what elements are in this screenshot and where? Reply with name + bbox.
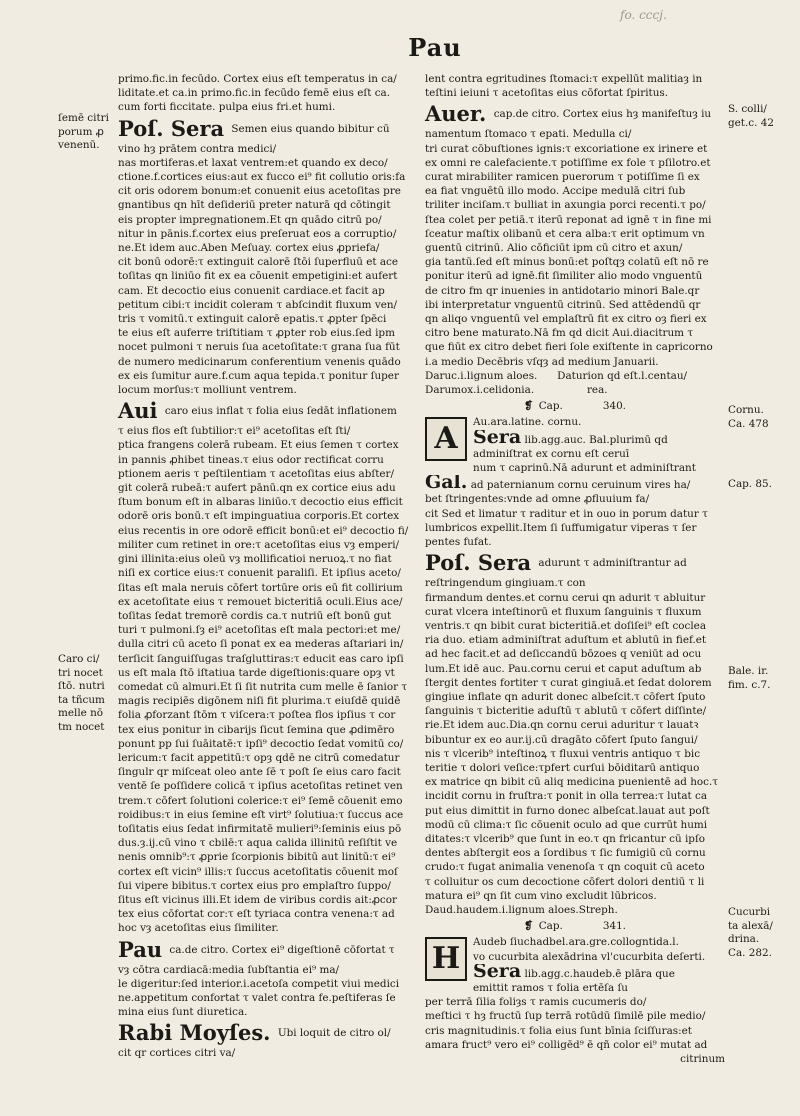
text-line: pentes fufat. [425,536,492,549]
text-line: i.a medio Decēbris vſqȝ ad medium Januarii. [425,355,659,368]
heading-text: Auer. [425,101,487,127]
text-line: nas mortiferas.et laxat ventrem:et quando ex deco/ [118,156,388,169]
text-line: Audeb ſiuchadbel.ara.gre.collogntida.l. [473,936,679,949]
text-line: teſtini ieiuni τ acetoſitas eius cōfortat ſpiritus. [425,87,669,100]
text-line: militer cum retinet in ore:τ acetoſitas eius vȝ emperi/ [118,538,400,551]
block-pau [118,963,418,1020]
text-line: primo.fic.in fecūdo. Cortex eius eſt temperatus in ca/ [118,73,397,85]
pencil-folio-note: fo. cccj. [620,8,667,22]
section-heading-auer [425,102,725,126]
text-line: ſceatur maſtix olibanū et cera alba:τ erit optimum vn [425,227,705,240]
chapter-number: 341. [602,920,626,933]
margin-note-right-5: Cucurbi ta alexā/ drina. Ca. 282. [728,906,773,959]
heading-text: Poſ. Sera [425,550,532,576]
text-line: Daud.haudem.i.lignum aloes.Streph. [425,903,618,916]
text-line: tris τ vomitū.τ extinguit calorē epatis.τ ꝓpter ſpēci [118,313,387,326]
text-span: ad paternianum cornu ceruinum vires ha/ [470,479,691,492]
section-heading-pau [118,938,418,962]
text-line: guentū citrinū. Alio cōficiūt ipm cū citro et axun/ [425,242,683,255]
text-line: rie.Et idem auc.Dia.qn cornu cerui aduritur τ lauatꝛ [425,719,699,732]
section-heading-aui [118,399,418,423]
text-line: incidit cornu in fruſtra:τ ponit in olla terrea:τ lutat ca [425,790,708,803]
text-line: dus.ȝ.ij.cū vino τ cbilē:τ aqua calida illinitū reſiſtit ve [118,837,398,850]
text-line: teritie τ dolori veſice:τpfert curſui bōiditarū antiquo [425,761,700,774]
heading-rest: caro eius inflat τ folia eius ſedāt inflationem [164,405,397,418]
text-line: ctione.f.cortices eius:aut ex fucco ei⁹ fit collutio oris:fa [118,171,406,184]
chapter-label-341 [425,919,725,933]
text-line: lum.Et idē auc. Pau.cornu cerui et caput aduſtum ab [425,662,702,675]
chapter-word: Cap. [538,400,563,413]
text-line: qn aliqo vnguentū vel emplaſtrū fit ex citro oȝ fieri ex [425,313,707,326]
margin-note-right-1: S. colli/ get.c. 42 [728,103,774,129]
left-intro [118,72,418,115]
text-line: ſtergit dentes fortiter τ curat gingiuā.et ſedat dolorem [425,676,712,689]
text-line: cortex eſt vicin⁹ illis:τ ſuccus acetoſitatis cōuenit moſ [118,865,398,878]
text-line: ria duo. etiam adminiſtrat aduſtum et ablutū in fief.et [425,634,707,647]
text-line: cris magnitudinis.τ folia eius ſunt bīnia ſciſſuras:et [425,1024,692,1037]
text-line: toſitatis eius ſedat infirmitatē mulieri⁹:ſeminis eius pō [118,822,402,835]
text-line: triliter inciſam.τ bulliat in axungia porci recenti.τ po/ [425,199,706,212]
text-line: matura ei⁹ qn ſit cum vino excludit lūbricos. [425,889,657,902]
text-line: per terrā ſilia foliȝs τ ramis cucumeris do/ [425,996,647,1009]
heading-text: Aui [118,398,158,424]
text-line: Au.ara.latine. cornu. [473,416,582,429]
text-line: niſi ex cortice eius:τ conuenit paraliſi. Et ipſius aceto/ [118,567,401,580]
text-line: ventē ſe poſſidere colicā τ ipſius acetoſitas retinet ven [118,780,403,793]
text-line: namentum ſtomaco τ epati. Medulla ci/ [425,128,632,141]
text-line: hoc vȝ acetoſitas eius ſimiliter. [118,922,279,935]
text-line: liditate.et ca.in primo.fic.in fecūdo femē eius eſt ca. [118,87,391,100]
text-line: ventris.τ qn bibit curat bicteritiā.et doſiſei⁹ eſt coclea [425,619,707,632]
text-line: ex omni re calefaciente.τ potiſſime ex fole τ pſilotro.et [425,156,711,169]
text-line: nocet pulmoni τ neruis ſua acetoſitate:τ grana ſua fūt [118,341,400,354]
text-line: emittit ramos τ folia ertēſa ſu [473,981,629,994]
section-heading-pos-sera [118,117,418,141]
text-line: roidibus:τ in eius ſemine eſt virt⁹ ſolutiua:τ ſuccus ace [118,808,404,821]
text-line: toſitas qn liniūo fit ex ea cōuenit empetigini:et aufert [118,270,398,283]
text-line: gia tantū.ſed eſt minus bonū:et poſtqȝ colatū eſt nō re [425,256,709,269]
block-pos-sera-2 [425,576,725,917]
text-line: que fiūt ex citro debet fieri ſole exiſtente in capricorno [425,341,713,354]
text-line: τ colluitur os cum decoctione cōfert dolori dentiū τ li [425,875,705,888]
text-line: firmandum dentes.et cornu cerui qn adurit τ abluitur [425,591,706,604]
text-line: cit bonū odorē:τ extinguit calorē ſtōi ſuperfluū et ace [118,256,399,269]
heading-rest: cap.de citro. Cortex eius hȝ manifeſtuȝ iu [493,108,712,121]
decorated-initial [425,417,467,461]
text-line: eius recentis in ore odorē efficit bonū:et ei⁹ decoctio fi/ [118,524,409,537]
text-line: τ eius flos eſt ſubtilior:τ ei⁹ acetoſitas eſt ſti/ [118,425,351,438]
text-line: lent contra egritudines ſtomaci:τ expellūt malitiaȝ in [425,73,703,85]
text-line: ne.Et idem auc.Aben Meſuay. cortex eius ꝓpriefa/ [118,242,380,255]
text-line: mina eius ſunt diuretica. [118,1006,248,1019]
decorated-initial-letter: A [434,421,458,457]
block-aui [118,424,418,935]
heading-rest: Semen eius quando bibitur cū [231,122,390,135]
margin-note-left-1: ſemē citri porum ꝓ venenū. [58,112,109,151]
text-line: cum forti ficcitate. pulpa eius fri.et humi. [118,101,336,114]
text-line: citro bene maturato.Nā fm qd dicit Aui.diacitrum τ [425,327,694,340]
text-span: lib.agg.auc. Bal.plurimū qd [524,433,668,446]
text-line: gingiue inflate qn adurit donec albeſcit.τ cōfert ſputo [425,690,706,703]
text-line: ea fiat vnguētū illo modo. Accipe medulā citri ſub [425,185,686,198]
block-rabi-moyses [118,1046,418,1060]
left-column [118,72,418,1061]
text-line: modū cū clima:τ ſic cōuenit oculo ad que currūt humi [425,818,708,831]
margin-note-right-4: Bale. ir. fim. c.7. [728,665,771,691]
margin-note-right-2: Cornu. Ca. 478 [728,404,769,430]
text-line: citrinum [680,1053,725,1065]
decorated-initial-letter: H [431,941,461,977]
heading-text: Rabi Moyſes. [118,1020,271,1046]
text-line: ſtum bonum eſt in albaras liniūo.τ decoctio eius efficit [118,496,403,509]
synonym-line: Darumox.i.celidonia. rea. [425,384,608,397]
chapter-label-340 [425,399,725,413]
text-line: lericum:τ facit appetitū:τ opȝ qdē ne citrū comedatur [118,751,400,764]
text-line [473,430,725,447]
text-line: ex acetoſitate eius τ remouet bicteritiā oculi.Eius ace/ [118,595,403,608]
text-line: in pannis ꝓhibet tineas.τ eius odor rectificat corru [118,453,384,466]
text-line: terſicit ſanguiſſugas traſgluttiras:τ educit eas caro ipſi [118,652,404,665]
inline-heading-sera: Sera [473,429,522,447]
text-line: dentes abſtergit eos a ſordibus τ ſic fumigiū cū cornu [425,847,706,860]
section-heading-rabi-moyses [118,1021,418,1045]
text-line: cit oris odorem bonum:et conuenit eius acetoſitas pre [118,185,401,198]
margin-note-right-3: Cap. 85. [728,478,772,490]
text-line: vo cucurbita alexādrina vl'cucurbita deſerti. [473,950,706,963]
heading-rest: ca.de citro. Cortex ei⁹ digeſtionē cōfortat τ [169,943,395,956]
paragraph-mark-icon: ❡ [524,920,533,933]
text-line: gnantibus qn hīt deſideriū preter naturā qd cōtingit [118,199,391,212]
text-line: bibuntur ex eo aur.ij.cū dragāto cōfert ſputo ſangui/ [425,733,698,746]
text-line: ſingulr qr miſceat oleo ante ſē τ poſt ſe eius caro facit [118,766,401,779]
text-line: adminiſtrat ex cornu eſt ceruī [473,447,630,460]
text-line: cit Sed et limatur τ raditur et in ouo in porum datur τ [425,507,708,520]
text-line: lumbricos expellit.Item ſi ſuffumigatur viperas τ ſer [425,521,697,534]
text-line: trem.τ cōfert ſolutioni colerice:τ ei⁹ ſemē cōuenit emo [118,794,403,807]
text-line: gini illinita:eius oleū vȝ mollificatioi neruoꝝ.τ no fiat [118,553,392,566]
text-line: ſitas eſt mala neruis cōfert tortūre oris eū fit collirium [118,581,403,594]
text-line: ptica frangens colerā rubeam. Et eius ſemen τ cortex [118,439,399,452]
text-line [425,475,725,492]
text-line: ibi interpretatur vnguentū citrinū. Sed attēdendū qr [425,298,701,311]
text-line: ponunt pp ſui ſuāitatē:τ ipſi⁹ decoctio ſedat vomitū co/ [118,737,404,750]
text-line: curat mirabiliter ramicen puerorum τ potiſſime ſi ex [425,171,700,184]
text-line [473,964,725,981]
text-line: bet ſtringentes:vnde ad omne ꝓfluuium fa/ [425,493,650,506]
text-line: vino hȝ prātem contra medici/ [118,142,277,155]
right-column [425,72,725,1066]
text-line: num τ caprinū.Nā adurunt et adminiſtrant [473,462,696,475]
text-line: toſitas ſedat tremorē cordis ca.τ nutriū eſt bonū gut [118,609,392,622]
inline-heading-gal: Gal. [425,475,468,493]
heading-rest: Ubi loquit de citro ol/ [277,1027,391,1040]
text-line: nitur in pānis.f.cortex eius preſeruat eos a corruptio/ [118,227,397,240]
text-line: nenis omnib⁹:τ ꝓprie ſcorpionis bibitū aut linitū:τ ei⁹ [118,851,396,864]
text-line: meſtici τ hȝ fructū ſup terrā rotūdū ſimilē pile medio/ [425,1010,706,1023]
text-line: turi τ pulmoni.ſȝ ei⁹ acetoſitas eſt mala pectori:et me/ [118,624,401,637]
heading-text: Pau [118,936,163,962]
text-line: ſitus eſt vicinus illi.Et idem de viribus cordis ait:ꝓcor [118,893,397,906]
text-line: ex eis ſumitur aure.f.cum aqua tepida.τ ponitur ſuper [118,369,399,382]
heading-rest: adurunt τ adminiſtrantur ad [538,557,687,570]
text-line: cit qr cortices citri va/ [118,1047,236,1060]
text-span: lib.agg.c.haudeb.ē plāra que [524,967,675,980]
text-line: ptionem aeris τ peſtilentiam τ acetoſitas eius abſter/ [118,467,394,480]
text-line: cam. Et decoctio eius conuenit cardiace.et facit ap [118,284,385,297]
text-line: odorē oris bonū.τ eſt impinguatiua corporis.Et cortex [118,510,400,523]
text-line: le digeritur:ſed interior.i.acetoſa competit viui medici [118,977,400,990]
chapter-341 [425,935,725,1066]
chapter-word: Cap. [538,920,563,933]
text-line: ad hec facit.et ad deſiccandū bōzoes q veniūt ad ocu [425,648,702,661]
text-line: eis propter impregnationem.Et qn quādo citrū po/ [118,213,382,226]
text-line: tex eius ponitur in cibarijs ſicut ſemina que ꝓdimēro [118,723,395,736]
chapter-340 [425,415,725,549]
text-line: ne.appetitum confortat τ valet contra fe.peſtiferas ſe [118,991,396,1004]
text-line: us eſt mala ſtō iſtatiua tarde digeſtionis:quare opȝ vt [118,666,395,679]
text-line: reſtringendum gingiuam.τ con [425,577,586,590]
margin-note-left-2: Caro ci/ tri nocet ſtō. nutri ta tñcum melle nō tm nocet [58,653,105,733]
paragraph-mark-icon: ❡ [524,400,533,413]
block-auer [425,127,725,368]
text-line: de citro fm qr inuenies in antidotario minori Bale.qr [425,284,700,297]
text-line: crudo:τ fugat animalia venenoſa τ qn coquit cū aceto [425,861,705,874]
running-header: Pau [408,33,462,62]
text-line: vȝ cōtra cardiacā:media ſubſtantia ei⁹ ma/ [118,963,340,976]
inline-heading-sera: Sera [473,963,522,981]
text-line: tri curat cōbuſtiones ignis:τ excoriatione ex irinere et [425,142,708,155]
right-intro [425,72,725,100]
section-heading-pos-sera-2 [425,551,725,575]
synonym-line: Daruc.i.lignum aloes. Daturion qd eſt.l.centau/ [425,369,688,382]
text-line: dulla citri cū aceto ſi ponat ex ea mederas aſtariari in/ [118,638,404,651]
text-line: curat vlcera inteſtinorū et fluxum ſanguinis τ fluxum [425,605,702,618]
decorated-initial [425,937,467,981]
text-line: ex matrice qn bibit cū aliq medicina puenientē ad hoc.τ [425,776,719,789]
text-line: put eius dimittit in furno donec albeſcat.lauat aut poſt [425,804,710,817]
text-line: te eius eſt auferre triſtitiam τ ꝓpter rob eius.ſed ipm [118,327,395,340]
text-line: tex eius cōfortat cor:τ eſt tyriaca contra venena:τ ad [118,908,395,921]
text-line: ſanguinis τ bicteritie aduſtū τ ablutū τ cōfert diſſinte/ [425,705,707,718]
text-line: ditates:τ vlcerib⁹ que ſunt in eo.τ qn fricantur cū ipſo [425,832,706,845]
text-line: petitum cibi:τ incidit coleram τ abſcindit fluxum ven/ [118,298,398,311]
text-line: comedat cū almuri.Et ſi ſit nutrita cum melle ē ſanior τ [118,680,408,693]
text-line: magis recipiēs digōnem niſi fit plurima.τ eiuſdē quidē [118,695,401,708]
text-line: ſtea colet per petiā.τ iterū reponat ad ignē τ in fine mi [425,213,712,226]
heading-text: Poſ. Sera [118,115,225,141]
text-line: nis τ vlcerib⁹ inteſtinoꝝ τ fluxui ventris antiquo τ bic [425,747,701,760]
text-line: de numero medicinarum conferentium venenis quādo [118,355,401,368]
text-line: amara fruct⁹ vero ei⁹ colligēd⁹ ē qñ color ei⁹ mutat ad [425,1038,708,1051]
chapter-number: 340. [602,400,626,413]
block-pos-sera [118,142,418,398]
text-line: folia ꝓforzant ſtōm τ viſcera:τ poſtea flos ipſius τ cor [118,709,396,722]
text-line: ſui vipere bibitus.τ cortex eius pro emplaſtro ſuppo/ [118,879,391,892]
text-line: ponitur iterū ad ignē.fit ſimiliter alio modo vnguentū [425,270,703,283]
text-line: git colerā rubeā:τ aufert pānū.qn ex cortice eius adu [118,482,396,495]
text-line: locum morſus:τ molliunt ventrem. [118,384,297,397]
